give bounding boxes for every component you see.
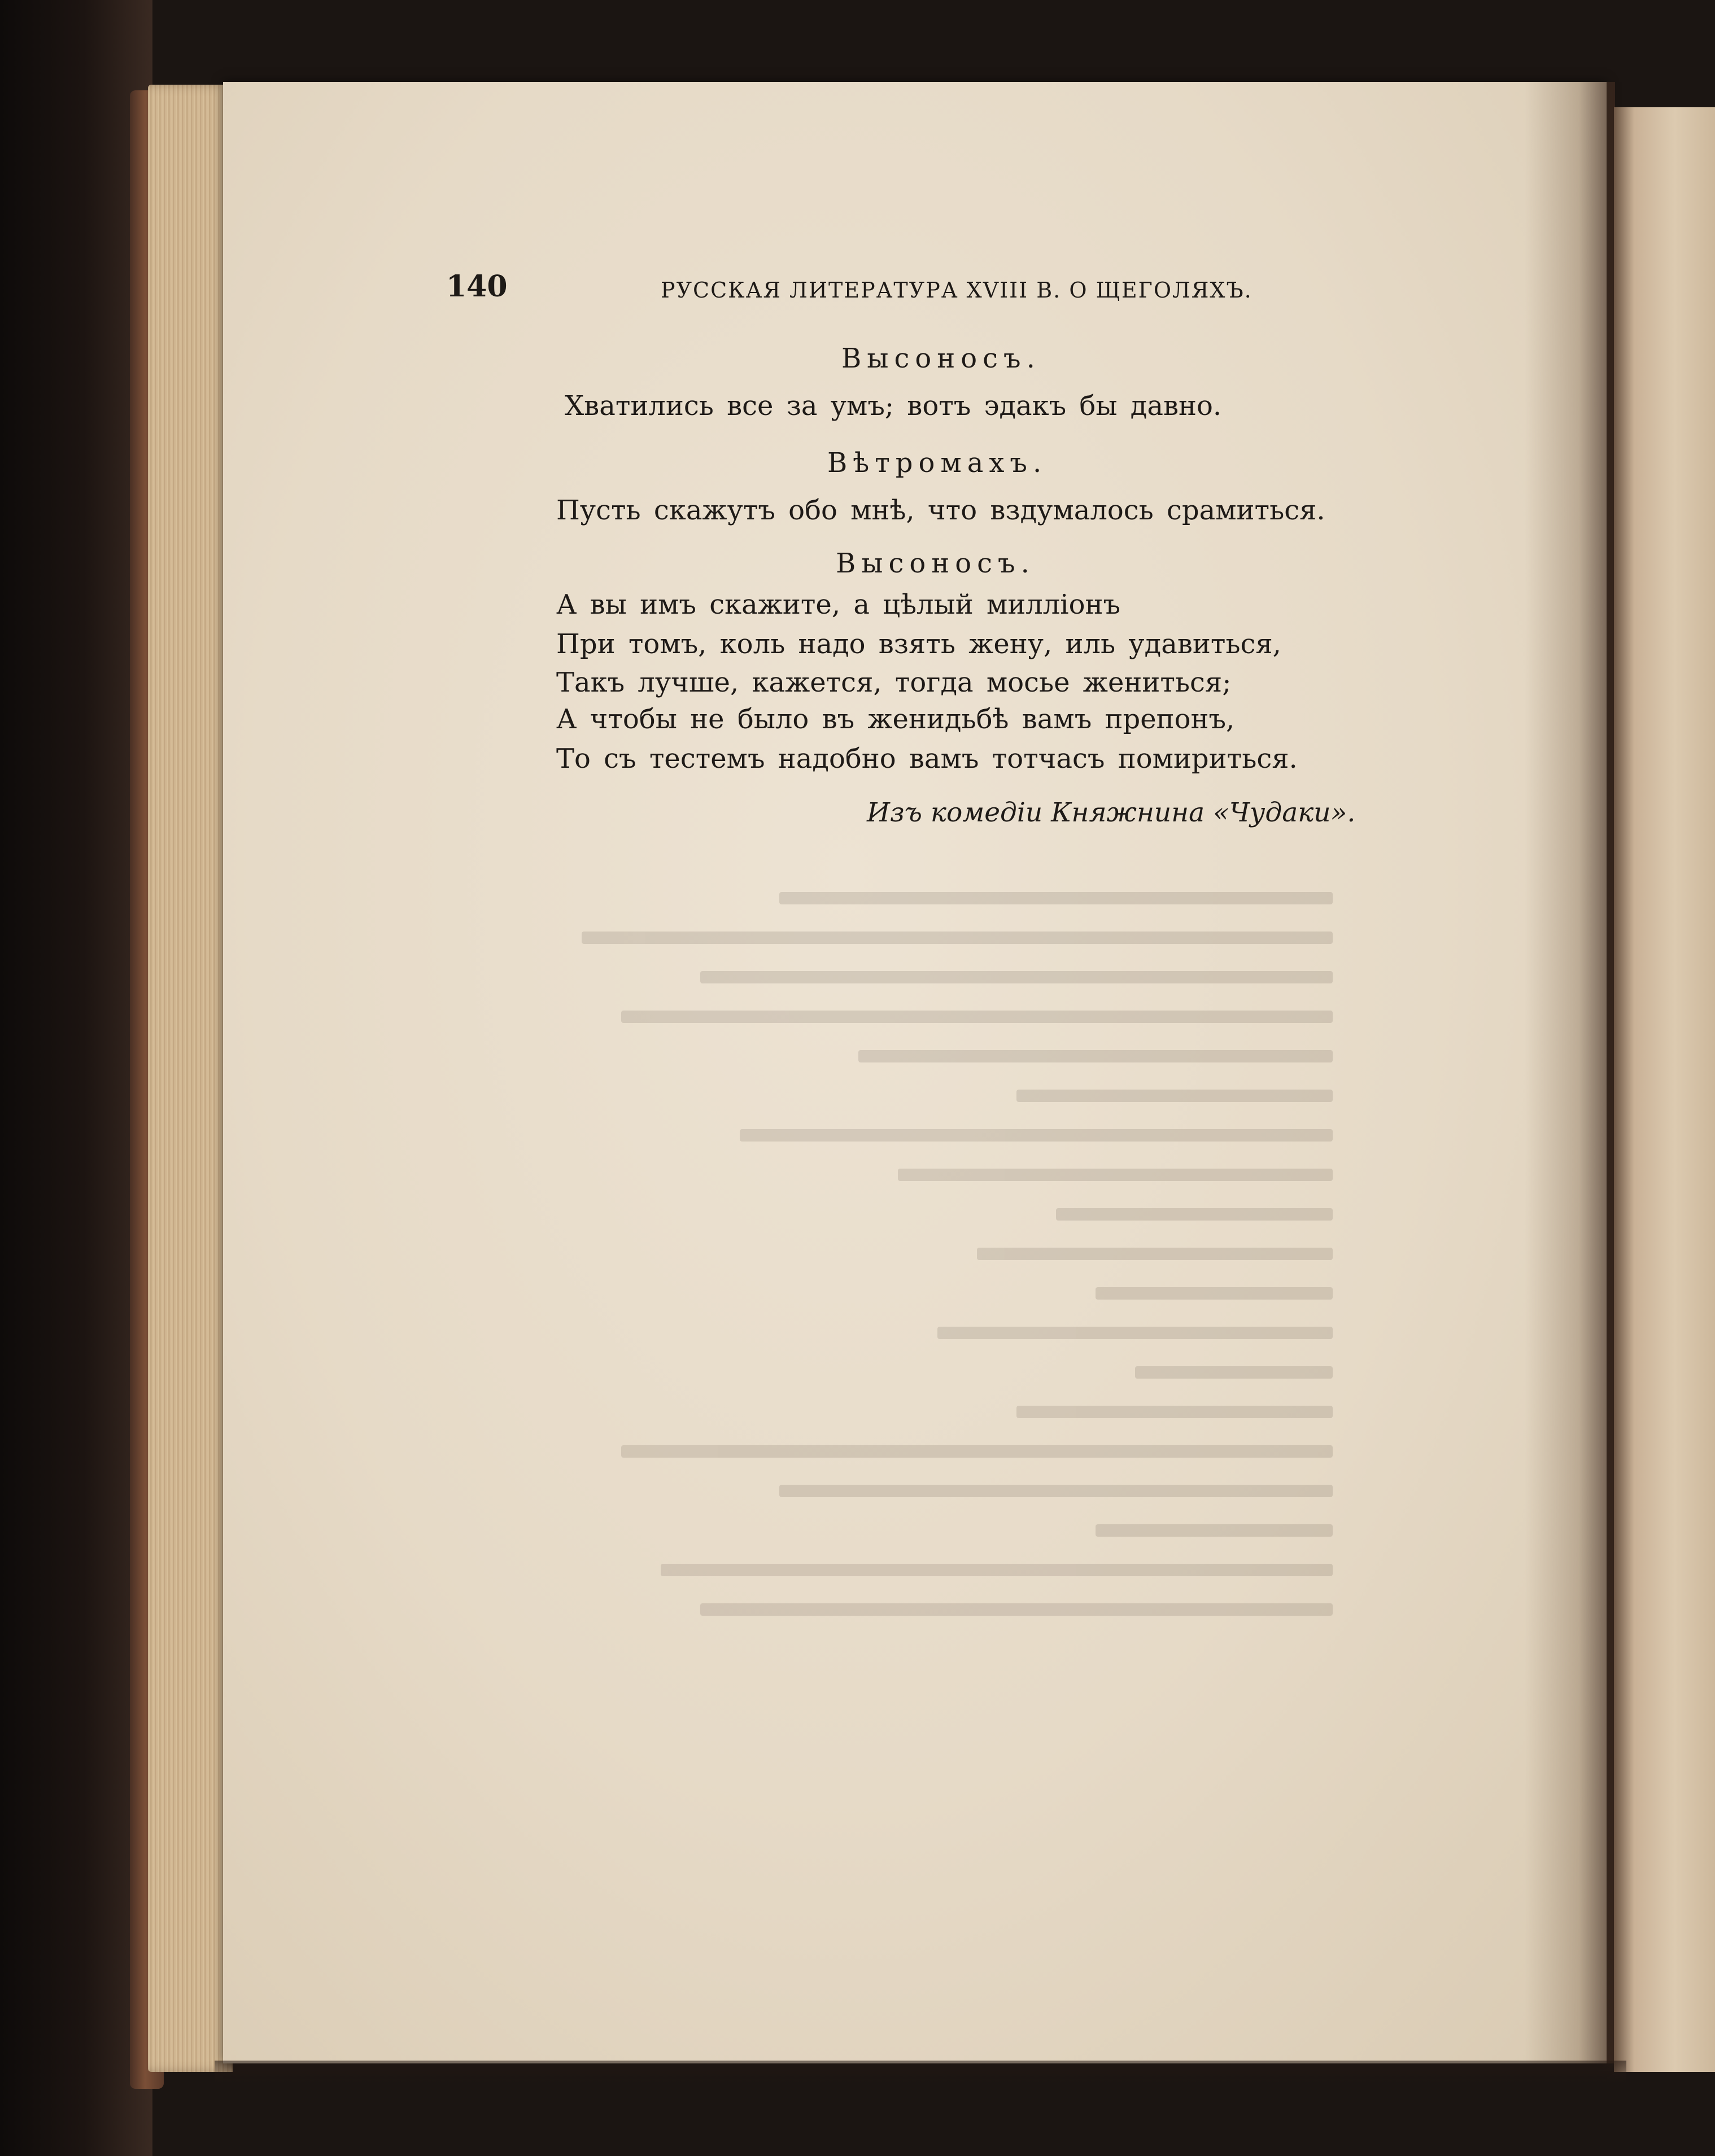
verse-line: А чтобы не было въ женидьбѣ вамъ препонъ, — [556, 703, 1235, 735]
speaker-name: Вѣтромахъ. — [827, 447, 1048, 479]
verse-line: Такъ лучше, кажется, тогда мосье жениться; — [556, 667, 1232, 698]
source-attribution: Изъ комедіи Княжнина «Чудаки». — [867, 797, 1356, 828]
verse-line: А вы имъ скажите, а цѣлый милліонъ — [556, 589, 1121, 620]
speaker-name: Высоносъ. — [841, 343, 1041, 374]
verse-line: При томъ, коль надо взять жену, иль удавиться, — [556, 628, 1281, 660]
verse-line: Хватились все за умъ; вотъ эдакъ бы давно. — [565, 390, 1222, 422]
page-number: 140 — [446, 269, 508, 304]
verse-line: Пусть скажутъ обо мнѣ, что вздумалось срамиться. — [556, 495, 1325, 526]
speaker-name: Высоносъ. — [836, 548, 1035, 579]
verse-line: То съ тестемъ надобно вамъ тотчасъ помириться. — [556, 743, 1298, 775]
running-head: РУССКАЯ ЛИТЕРАТУРА XVIII В. О ЩЕГОЛЯХЪ. — [661, 278, 1253, 303]
